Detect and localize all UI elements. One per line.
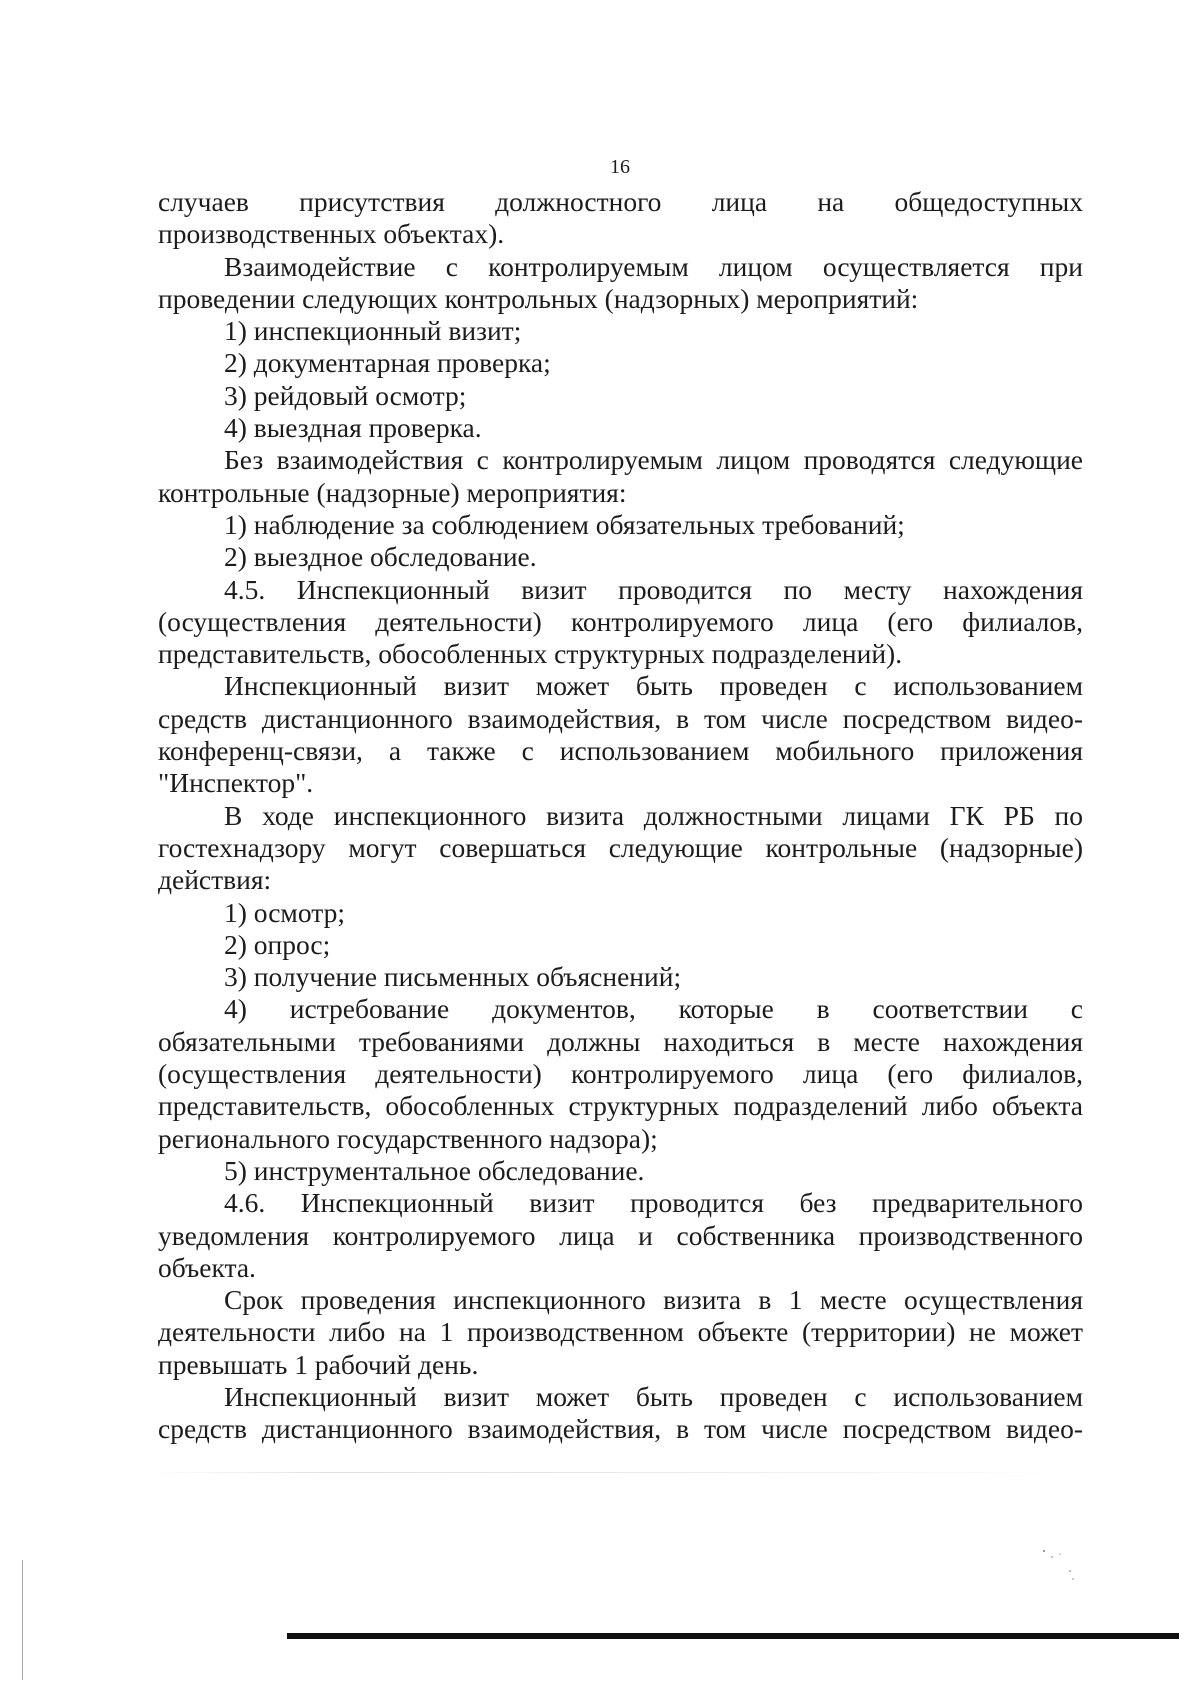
scan-specks (1040, 1545, 1080, 1585)
text-line: Срок проведения инспекционного визита в 1 месте осуществления (224, 1284, 1083, 1316)
text-line: гостехнадзору могут совершаться следующие контрольные (надзорные) (158, 831, 1083, 863)
text-line: случаев присутствия должностного лица на общедоступных (158, 186, 1083, 217)
text-line: обязательными требованиями должны находиться в месте нахождения (158, 1025, 1083, 1057)
text-line: действия: (158, 864, 272, 896)
text-line: Инспекционный визит может быть проведен с использованием (224, 1380, 1083, 1412)
text-line: В ходе инспекционного визита должностными лицами ГК РБ по (224, 799, 1083, 831)
text-line: средств дистанционного взаимодействия, в том числе посредством видео- (158, 702, 1083, 734)
text-line: контрольные (надзорные) мероприятия: (158, 476, 627, 508)
text-line: (осуществления деятельности) контролируемого лица (его филиалов, (158, 1058, 1083, 1090)
text-line: 2) опрос; (224, 928, 331, 960)
text-line: 4.6. Инспекционный визит проводится без предварительного (224, 1187, 1083, 1219)
text-line: проведении следующих контрольных (надзорных) мероприятий: (158, 282, 919, 314)
text-line: средств дистанционного взаимодействия, в том числе посредством видео- (158, 1413, 1083, 1445)
text-line: объекта. (158, 1251, 256, 1283)
text-line: Взаимодействие с контролируемым лицом осуществляется при (224, 250, 1083, 282)
text-line: 3) рейдовый осмотр; (224, 379, 467, 411)
text-line: конференц-связи, а также с использованием мобильного приложения (158, 735, 1083, 767)
page-number: 16 (610, 156, 630, 178)
text-line: представительств, обособленных структурных подразделений либо объекта (158, 1090, 1083, 1122)
text-line: Без взаимодействия с контролируемым лицом проводятся следующие (224, 444, 1083, 476)
text-line: 1) наблюдение за соблюдением обязательных требований; (224, 508, 905, 540)
text-line: Инспекционный визит может быть проведен с использованием (224, 670, 1083, 702)
text-line: регионального государственного надзора); (158, 1122, 658, 1154)
text-line: 2) выездное обследование. (224, 541, 537, 573)
text-line: деятельности либо на 1 производственном объекте (территории) не может (158, 1316, 1083, 1348)
scan-edge-mark (22, 1560, 23, 1680)
text-line: 1) осмотр; (224, 896, 345, 928)
text-line: представительств, обособленных структурных подразделений). (158, 638, 903, 670)
scan-artifact-line (150, 1472, 1070, 1473)
text-line: "Инспектор". (158, 767, 314, 799)
text-line: 3) получение письменных объяснений; (224, 961, 682, 993)
text-line: производственных объектах). (158, 218, 505, 250)
text-line: (осуществления деятельности) контролируемого лица (его филиалов, (158, 605, 1083, 637)
text-line: 4) выездная проверка. (224, 412, 482, 444)
text-line: 4.5. Инспекционный визит проводится по месту нахождения (224, 573, 1083, 605)
text-line: 5) инструментальное обследование. (224, 1154, 645, 1186)
text-line: уведомления контролируемого лица и собственника производственного (158, 1219, 1083, 1251)
text-line: 1) инспекционный визит; (224, 315, 522, 347)
text-line: 2) документарная проверка; (224, 347, 551, 379)
document-body (158, 186, 1083, 1446)
text-line: превышать 1 рабочий день. (158, 1348, 479, 1380)
text-line: 4) истребование документов, которые в соответствии с (224, 993, 1083, 1025)
bottom-rule (287, 1633, 1179, 1639)
